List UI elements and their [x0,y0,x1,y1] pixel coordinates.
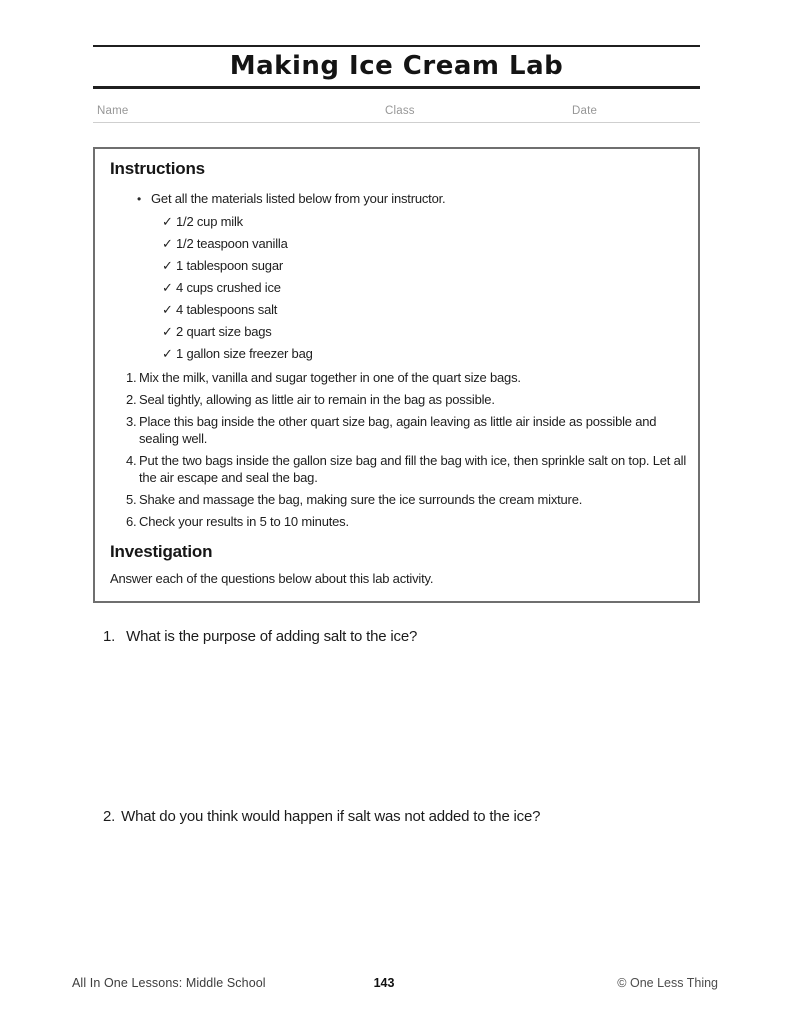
name-label: Name [97,105,129,117]
step-number: 5. [126,492,137,507]
question-item [103,628,417,646]
material-item [95,277,698,299]
instructions-box [93,147,700,603]
fields-divider [93,122,700,123]
step-item [95,413,687,447]
check-icon: ✓ [162,346,173,361]
bullet-icon: • [137,192,142,206]
page-footer [72,976,718,990]
footer-copyright: © One Less Thing [617,976,718,990]
step-item [95,491,687,508]
step-text: Place this bag inside the other quart size bag, again leaving as little air inside as possible and sealing well. [139,414,657,446]
material-label: 4 cups crushed ice [176,280,281,295]
material-label: 1/2 teaspoon vanilla [176,236,288,251]
material-item [95,321,698,343]
question-text: What do you think would happen if salt was not added to the ice? [121,808,541,825]
material-label: 1 gallon size freezer bag [176,346,313,361]
investigation-heading: Investigation [110,542,213,561]
footer-series-label: All In One Lessons: Middle School [72,976,266,990]
material-label: 4 tablespoons salt [176,302,278,317]
investigation-intro: Answer each of the questions below about this lab activity. [110,571,434,586]
check-icon: ✓ [162,280,173,295]
page-number: 143 [373,976,395,990]
question-text: What is the purpose of adding salt to the ice? [126,628,418,645]
material-item [95,233,698,255]
step-number: 6. [126,514,137,529]
material-label: 2 quart size bags [176,324,272,339]
check-icon: ✓ [162,302,173,317]
check-icon: ✓ [162,324,173,339]
check-icon: ✓ [162,214,173,229]
steps-list [95,369,687,530]
header-rule-bottom [93,86,700,89]
material-label: 1/2 cup milk [176,214,243,229]
step-text: Shake and massage the bag, making sure the ice surrounds the cream mixture. [139,492,583,507]
materials-bullet-text: Get all the materials listed below from your instructor. [151,191,446,206]
material-item [95,211,698,233]
step-number: 2. [126,392,137,407]
step-number: 1. [126,370,137,385]
step-number: 3. [126,414,137,429]
step-text: Check your results in 5 to 10 minutes. [139,514,349,529]
page-title: Making Ice Cream Lab [229,51,564,81]
header-rule-top [93,45,700,47]
class-label: Class [385,105,415,117]
step-text: Put the two bags inside the gallon size bag and fill the bag with ice, then sprinkle salt on top. Let all the air escape and seal the bag. [139,453,687,485]
step-text: Mix the milk, vanilla and sugar together in one of the quart size bags. [139,370,521,385]
step-item [95,391,687,408]
check-icon: ✓ [162,236,173,251]
material-item [95,299,698,321]
materials-bullet-row [95,190,698,207]
check-icon: ✓ [162,258,173,273]
material-item [95,255,698,277]
step-item [95,369,687,386]
question-number: 1. [103,628,116,645]
material-label: 1 tablespoon sugar [176,258,283,273]
step-number: 4. [126,453,137,468]
step-item [95,513,687,530]
material-item [95,343,698,365]
question-item [103,808,540,826]
question-number: 2. [103,808,116,825]
materials-list [95,211,698,365]
step-text: Seal tightly, allowing as little air to remain in the bag as possible. [139,392,495,407]
instructions-heading: Instructions [110,159,205,178]
step-item [95,452,687,486]
date-label: Date [572,105,598,117]
